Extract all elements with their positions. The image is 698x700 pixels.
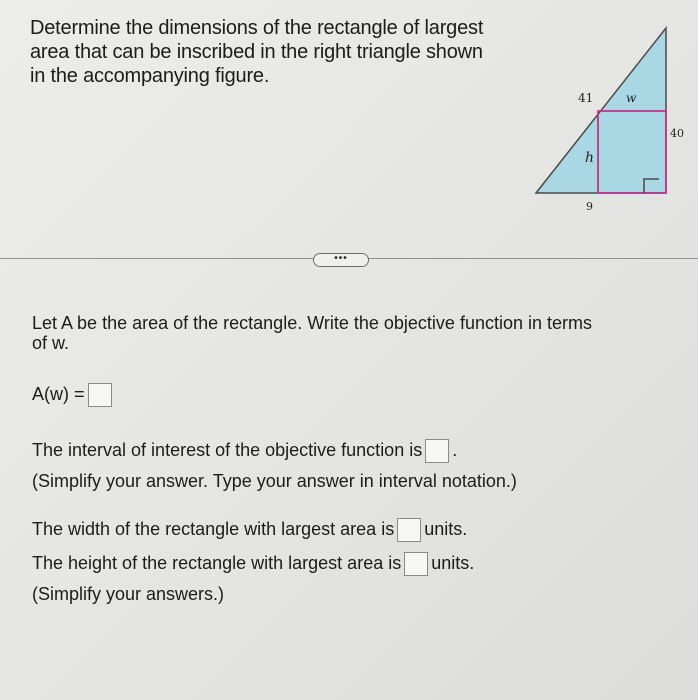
interval-text: The interval of interest of the objective function is bbox=[32, 440, 423, 460]
interval-answer-input[interactable] bbox=[425, 439, 449, 463]
height-label: h bbox=[585, 150, 595, 166]
objective-line-2: of w. bbox=[32, 333, 70, 353]
expand-button[interactable]: ••• bbox=[313, 253, 369, 267]
height-answer-input[interactable] bbox=[404, 552, 428, 576]
problem-line: area that can be inscribed in the right triangle shown bbox=[30, 41, 483, 63]
width-answer-input[interactable] bbox=[397, 518, 421, 542]
answers-hint: (Simplify your answers.) bbox=[32, 584, 225, 604]
vertical-side-label: 40 bbox=[670, 127, 684, 140]
width-units: units. bbox=[424, 519, 468, 539]
hypotenuse-label: 41 bbox=[578, 91, 594, 105]
problem-line: in the accompanying figure. bbox=[30, 65, 270, 87]
width-answer-text: The width of the rectangle with largest area is bbox=[32, 519, 395, 539]
interval-row bbox=[32, 439, 457, 463]
objective-line-1: Let A be the area of the rectangle. Write the objective function in terms bbox=[32, 313, 592, 333]
interval-hint: (Simplify your answer. Type your answer in interval notation.) bbox=[32, 471, 517, 491]
problem-statement bbox=[30, 16, 530, 88]
interval-period: . bbox=[452, 440, 458, 460]
triangle-figure bbox=[520, 20, 690, 220]
width-label: w bbox=[626, 91, 637, 105]
objective-answer-input[interactable] bbox=[88, 383, 112, 407]
base-label: 9 bbox=[586, 200, 593, 213]
width-answer-row bbox=[32, 518, 467, 542]
height-answer-row bbox=[32, 552, 474, 576]
height-units: units. bbox=[431, 553, 475, 573]
objective-answer-row bbox=[32, 383, 115, 407]
objective-label: A(w) = bbox=[32, 384, 85, 404]
problem-line: Determine the dimensions of the rectangle of largest bbox=[30, 17, 484, 39]
height-answer-text: The height of the rectangle with largest area is bbox=[32, 553, 402, 573]
